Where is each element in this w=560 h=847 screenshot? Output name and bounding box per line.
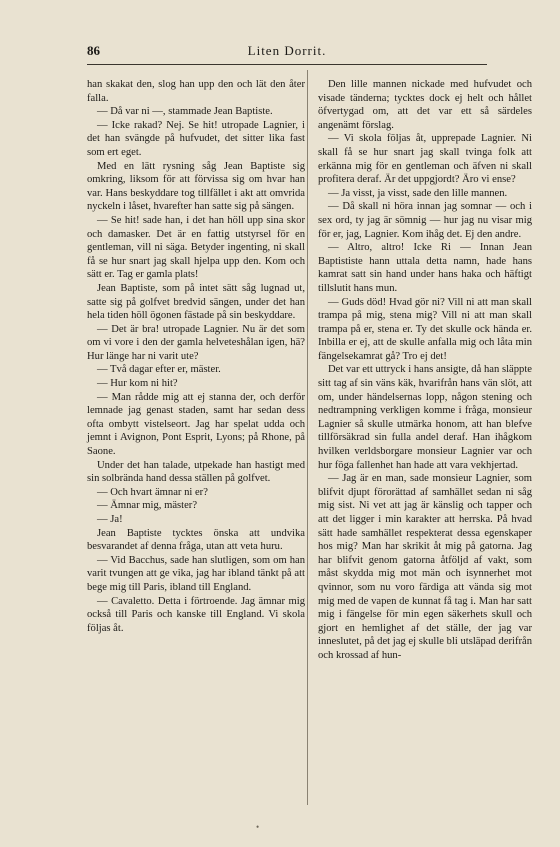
paragraph: — Ämnar mig, mäster?: [97, 500, 198, 512]
footer-mark: •: [256, 822, 260, 832]
paragraph: — Ja visst, ja visst, sade den lille mannen.: [328, 187, 508, 199]
page-number: 86: [87, 43, 100, 58]
paragraph: — Då var ni —, stammade Jean Baptiste.: [97, 106, 273, 118]
paragraph: Jean Baptiste tycktes önska att undvika besvarandet af denna fråga, utan att veta huru.: [87, 527, 305, 553]
paragraph: — Guds död! Hvad gör ni? Vill ni att man skall trampa på mig, stena mig? Vill ni att man skall trampa på er, stena er. Ty det skulle ock hända er. Inbilla er ej, att de skulle anfalla mig och låta min fängelsekamrat gå? Tro ej det!: [318, 296, 532, 362]
left-column: [87, 78, 305, 635]
paragraph: Under det han talade, utpekade han hastigt med sin solbrända hand dessa ställen på golfvet.: [87, 459, 305, 485]
paragraph: Jean Baptiste, som på intet sätt såg lugnad ut, satte sig på golfvet bredvid sängen, under det han hela tiden höll ögonen fästade på sin beskyddare.: [87, 282, 305, 322]
column-divider: [307, 70, 308, 805]
paragraph: Den lille mannen nickade med hufvudet och visade tänderna; tycktes dock ej helt och hållet öfvertygad om, att det var ett så särdeles angenämt förslag.: [318, 79, 532, 131]
paragraph: — Altro, altro! Icke Ri — Innan Jean Baptististe hann uttala detta namn, hade hans kamrat satt sin hand under hans haka och häftigt tillslutit hans mun.: [318, 242, 532, 294]
header-rule: [87, 64, 487, 65]
paragraph: — Ja!: [97, 514, 123, 525]
page-header: [87, 43, 487, 61]
paragraph: — Cavaletto. Detta i förtroende. Jag ämnar mig också till Paris och kanske till England. Vi skola följas åt.: [87, 595, 305, 634]
paragraph: — Man rådde mig att ej stanna der, och derför lemnade jag genast staden, samt har sedan dess ofta ombytt vistelseort. Jag har spelat udda och jemnt i Avignon, Pont Esprit, Lyons; på Rhone, på Saone.: [87, 391, 305, 458]
paragraph: Med en lätt rysning såg Jean Baptiste sig omkring, liksom för att förvissa sig om hvar han var. Hans beskyddare tog tillfället i akt att omvrida nyckeln i låset, hvarefter han satte sig på sängen.: [87, 160, 305, 213]
paragraph: han skakat den, slog han upp den och lät den åter falla.: [87, 79, 305, 104]
paragraph: — Då skall ni höra innan jag somnar — och i sex ord, ty jag är sömnig — hur jag nu visar mig för er, jag, Lagnier. Kom ihåg det. Ej den andre.: [318, 201, 532, 240]
running-title: Liten Dorrit.: [247, 43, 327, 58]
paragraph: — Vi skola följas åt, upprepade Lagnier. Ni skall få se hur snart jag skall tvinga folk att erkänna mig för en gentleman och äfven ni skall profitera deraf. Är det uppgjordt? Äro vi ense?: [318, 133, 532, 186]
paragraph: — Vid Bacchus, sade han slutligen, som om han varit tvungen att ge vika, jag har ibland tänkt på att bege mig till Paris, ibland till England.: [87, 554, 305, 593]
paragraph: — Icke rakad? Nej. Se hit! utropade Lagnier, i det han svängde på hufvudet, det sitter lika fast som ert eget.: [87, 119, 305, 158]
paragraph: Det var ett uttryck i hans ansigte, då han släppte sitt tag af sin väns käk, hvarifrån hans vän slöt, att om, under händelsernas lopp, någon stening och nedtrampning verkligen komme i fråga, monsieur Lagnier så skulle utmärka honom, att han blefve tillförsäkrad sin fulla andel deraf. Han ihågkom hvilken verldsborgare monsieur Lagnier var och hur föga fallenhet han hade att vara vekhjertad.: [318, 364, 532, 471]
paragraph: — Jag är en man, sade monsieur Lagnier, som blifvit djupt förorättad af samhället sedan ni såg mig sist. Ni vet att jag är känslig och tapper och att det ligger i min karakter att herrska. På hvad sätt hade samhället respekterat dessa egenskaper hos mig? Man har skrikit åt mig på gatorna. Jag har blifvit genom gatorna åtföljd af vakt, som måst skydda mig mot män och isynnerhet mot qvinnor, som nu voro färdiga att vända sig mot mig med de vapen de kunnat få tag i. Man har satt mig i fängelse för min egen säkerhets skull och gjort en hemlighet af det ställe, der jag var inneslutet, på det jag ej skulle bli utsläpad derifrån och krossad af hun-: [318, 473, 532, 661]
paragraph: — Det är bra! utropade Lagnier. Nu är det som om vi vore i den der gamla helveteshålan igen, hä? Hur länge har ni varit ute?: [87, 323, 305, 362]
paragraph: — Två dagar efter er, mäster.: [97, 364, 221, 376]
paragraph: — Och hvart ämnar ni er?: [97, 486, 208, 498]
paragraph: — Hur kom ni hit?: [97, 378, 178, 390]
right-column: [318, 78, 532, 663]
paragraph: — Se hit! sade han, i det han höll upp sina skor och damasker. Det är en fattig utstyrsel för en gentleman, vill ni säga. Betyder ingenting, ni skall få se hur snart jag skall hjelpa upp den. Kom och sätt er. Tag er gamla plats!: [87, 214, 305, 281]
